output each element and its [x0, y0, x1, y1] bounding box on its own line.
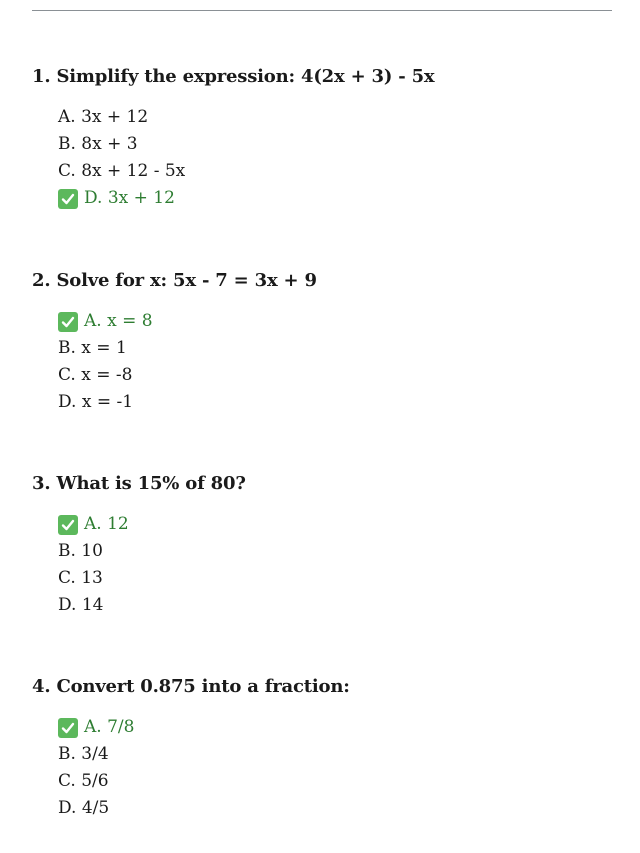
question-2-options: [58, 308, 622, 416]
option-label: A. 3x + 12: [58, 107, 149, 127]
question-2: [32, 270, 622, 416]
option-label: C. 5/6: [58, 771, 109, 791]
question-2-option-c[interactable]: [58, 362, 622, 389]
option-label: D. 4/5: [58, 798, 110, 818]
question-1: [32, 66, 622, 212]
question-4-option-c[interactable]: [58, 768, 622, 795]
check-mark-icon: [58, 515, 78, 535]
question-1-option-a[interactable]: [58, 104, 622, 131]
option-label: A. 12: [84, 514, 129, 534]
option-label: A. x = 8: [84, 311, 153, 331]
question-3-option-c[interactable]: [58, 565, 622, 592]
option-label: B. 8x + 3: [58, 134, 138, 154]
option-label: D. 3x + 12: [84, 188, 175, 208]
question-4-option-b[interactable]: [58, 741, 622, 768]
question-4-title: 4. Convert 0.875 into a fraction:: [32, 676, 350, 697]
question-4: [32, 676, 622, 822]
question-3-options: [58, 511, 622, 619]
top-divider: [32, 10, 612, 11]
question-1-options: [58, 104, 622, 212]
question-2-option-d[interactable]: [58, 389, 622, 416]
option-label: B. 10: [58, 541, 103, 561]
question-4-options: [58, 714, 622, 822]
check-mark-icon: [58, 718, 78, 738]
option-label: B. x = 1: [58, 338, 127, 358]
question-1-title: 1. Simplify the expression: 4(2x + 3) - 5x: [32, 66, 435, 87]
question-3: [32, 473, 622, 619]
question-2-option-b[interactable]: [58, 335, 622, 362]
check-mark-icon: [58, 312, 78, 332]
question-4-option-a[interactable]: [58, 714, 622, 741]
option-label: D. x = -1: [58, 392, 134, 412]
option-label: C. 8x + 12 - 5x: [58, 161, 186, 181]
question-2-title: 2. Solve for x: 5x - 7 = 3x + 9: [32, 270, 317, 291]
check-mark-icon: [58, 189, 78, 209]
option-label: A. 7/8: [84, 717, 135, 737]
option-label: C. 13: [58, 568, 103, 588]
option-label: C. x = -8: [58, 365, 133, 385]
question-3-option-a[interactable]: [58, 511, 622, 538]
option-label: B. 3/4: [58, 744, 109, 764]
question-2-option-a[interactable]: [58, 308, 622, 335]
question-1-option-b[interactable]: [58, 131, 622, 158]
question-1-option-d[interactable]: [58, 185, 622, 212]
question-3-option-b[interactable]: [58, 538, 622, 565]
question-3-option-d[interactable]: [58, 592, 622, 619]
question-3-title: 3. What is 15% of 80?: [32, 473, 246, 494]
option-label: D. 14: [58, 595, 104, 615]
question-4-option-d[interactable]: [58, 795, 622, 822]
question-1-option-c[interactable]: [58, 158, 622, 185]
